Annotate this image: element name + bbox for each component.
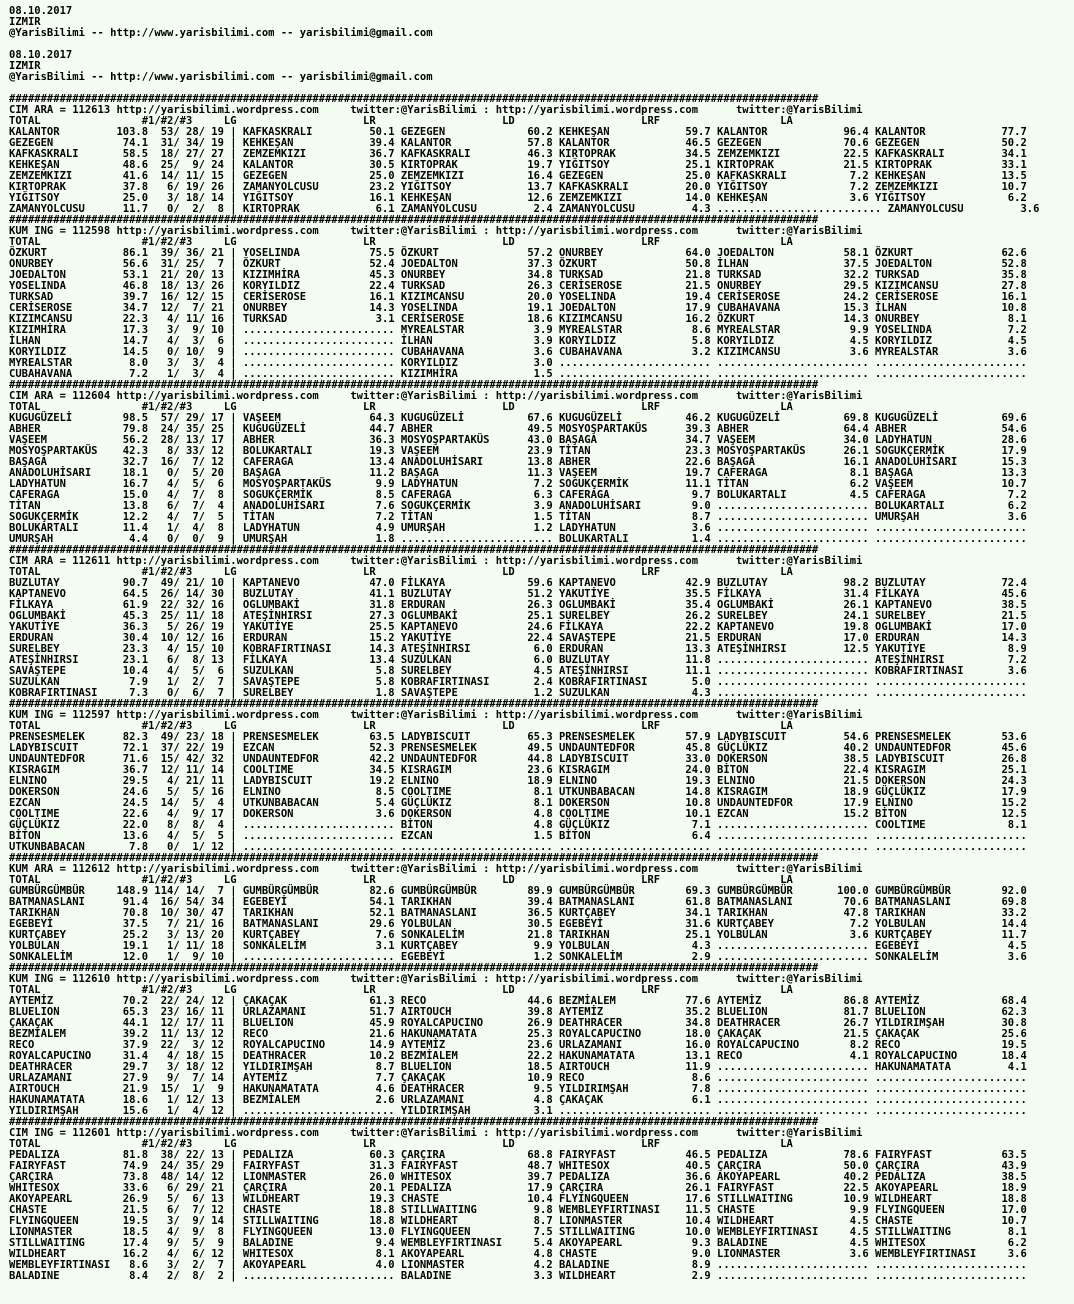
table-row: ONURBEY 56.6 31/ 25/ 7 | ÖZKURT 52.4 JOEDALTON 37.3 ÖZKURT 50.8 İLHAN 37.5 JOEDALTON 52.8 (9, 258, 1027, 270)
race-header: CIM ARA = 112611 http://yarisbilimi.wordpress.com twitter:@YarisBilimi : http://yarisbilimi.wordpress.com twitter:@YarisBilimi (9, 555, 863, 567)
race-header: CIM ING = 112601 http://yarisbilimi.wordpress.com twitter:@YarisBilimi : http://yarisbilimi.wordpress.com twitter:@YarisBilimi (9, 1127, 863, 1139)
table-row: BAŞAGA 32.7 16/ 7/ 12 | CAFERAGA 13.4 ANADOLUHİSARI 13.8 ABHER 22.6 BAŞAGA 16.1 ANADOLUHİSARI 15.3 (9, 456, 1027, 468)
header-line: @YarisBilimi -- http://www.yarisbilimi.com -- yarisbilimi@gmail.com (9, 27, 433, 39)
table-row: TARIKHAN 70.8 10/ 30/ 47 | TARIKHAN 52.1 BATMANASLANI 36.5 KURTÇABEY 34.1 TARIKHAN 47.8 TARIKHAN 33.2 (9, 907, 1027, 919)
table-row: LADYBISCUIT 72.1 37/ 22/ 19 | EZCAN 52.3 PRENSESMELEK 49.5 UNDAUNTEDFOR 45.8 GÜÇLÜKIZ 40.2 UNDAUNTEDFOR 45.6 (9, 742, 1027, 754)
race-header: KUM ING = 112598 http://yarisbilimi.wordpress.com twitter:@YarisBilimi : http://yarisbilimi.wordpress.com twitter:@YarisBilimi (9, 225, 863, 237)
table-row: OGLUMBAKİ 45.3 25/ 11/ 18 | ATEŞİNHIRSI 27.3 OGLUMBAKİ 25.1 SURELBEY 26.2 SURELBEY 24.1 SURELBEY 21.5 (9, 610, 1027, 622)
column-header: TOTAL #1/#2/#3 LG LR LD LRF LA (9, 115, 793, 127)
table-row: UMURŞAH 4.4 0/ 0/ 9 | UMURŞAH 1.8 ........................ BOLUKARTALI 1.4 ........................ ........................ (9, 533, 1027, 545)
column-header: TOTAL #1/#2/#3 LG LR LD LRF LA (9, 984, 793, 996)
table-row: PEDALIZA 81.8 38/ 22/ 13 | PEDALIZA 60.3 ÇARÇIRA 68.8 FAIRYFAST 46.5 PEDALIZA 78.6 FAIRYFAST 63.5 (9, 1149, 1027, 1161)
table-row: BUZLUTAY 90.7 49/ 21/ 10 | KAPTANEVO 47.0 FİLKAYA 59.6 KAPTANEVO 42.9 BUZLUTAY 98.2 BUZLUTAY 72.4 (9, 577, 1027, 589)
header-line: 08.10.2017 (9, 49, 73, 61)
table-row: YOLBULAN 19.1 1/ 11/ 18 | SONKALELİM 3.1 KURTÇABEY 9.9 YOLBULAN 4.3 ........................ EGEBEYİ 4.5 (9, 940, 1027, 952)
table-row: İLHAN 14.7 4/ 3/ 6 | ........................ İLHAN 3.9 KORYILDIZ 5.8 KORYILDIZ 4.5 KORYILDIZ 4.5 (9, 335, 1027, 347)
table-row: ROYALCAPUCINO 31.4 4/ 18/ 15 | DEATHRACER 10.2 BEZMİALEM 22.2 HAKUNAMATATA 13.1 RECO 4.1 ROYALCAPUCINO 18.4 (9, 1050, 1027, 1062)
table-row: URLAZAMANI 27.9 9/ 7/ 14 | AYTEMİZ 7.7 ÇAKAÇAK 10.9 RECO 8.6 ........................ ........................ (9, 1072, 1027, 1084)
table-row: KIZIMCANSU 22.3 4/ 11/ 16 | TURKSAD 3.1 CERİSEROSE 18.6 KIZIMCANSU 16.2 ÖZKURT 14.3 ONURBEY 8.1 (9, 313, 1027, 325)
table-row: EGEBEYİ 37.5 7/ 21/ 16 | BATMANASLANI 29.6 YOLBULAN 30.5 EGEBEYİ 31.6 KURTÇABEY 7.2 YOLBULAN 14.4 (9, 918, 1027, 930)
table-row: DOKERSON 24.6 5/ 5/ 16 | ELNINO 8.5 COOLTIME 8.1 UTKUNBABACAN 14.8 KISRAGIM 18.9 GÜÇLÜKIZ 17.9 (9, 786, 1027, 798)
table-row: AIRTOUCH 21.9 15/ 1/ 9 | HAKUNAMATATA 4.6 DEATHRACER 9.5 YILDIRIMŞAH 7.8 ........................ ........................ (9, 1083, 1027, 1095)
table-row: BOLUKARTALI 11.4 1/ 4/ 8 | LADYHATUN 4.9 UMURŞAH 1.2 LADYHATUN 3.6 ........................ ........................ (9, 522, 1027, 534)
table-row: MYREALSTAR 8.0 3/ 3/ 4 | ........................ KORYILDIZ 3.0 ........................ ........................ ........................ (9, 357, 1027, 369)
table-row: AYTEMİZ 70.2 22/ 24/ 12 | ÇAKAÇAK 61.3 RECO 44.6 BEZMİALEM 77.6 AYTEMİZ 86.8 AYTEMİZ 68.4 (9, 995, 1027, 1007)
separator-line: ################################################################################################################################ (9, 93, 819, 105)
table-row: BEZMİALEM 39.2 11/ 13/ 12 | RECO 21.6 HAKUNAMATATA 25.3 ROYALCAPUCINO 18.0 ÇAKAÇAK 21.5 ÇAKAÇAK 25.6 (9, 1028, 1027, 1040)
table-row: WEMBLEYFIRTINASI 8.6 3/ 2/ 7 | AKOYAPEARL 4.0 LIONMASTER 4.2 BALADINE 8.9 ........................ ........................ (9, 1259, 1027, 1271)
table-row: FAIRYFAST 74.9 24/ 35/ 29 | FAIRYFAST 31.3 FAIRYFAST 48.7 WHITESOX 40.5 ÇARÇIRA 50.0 ÇARÇIRA 43.9 (9, 1160, 1027, 1172)
table-row: DEATHRACER 29.7 3/ 18/ 12 | YILDIRIMŞAH 8.7 BLUELION 18.5 AIRTOUCH 11.9 ........................ HAKUNAMATATA 4.1 (9, 1061, 1027, 1073)
column-header: TOTAL #1/#2/#3 LG LR LD LRF LA (9, 1138, 793, 1150)
table-row: JOEDALTON 53.1 21/ 20/ 13 | KIZIMHİRA 45.3 ONURBEY 34.8 TURKSAD 21.8 TURKSAD 32.2 TURKSAD 35.8 (9, 269, 1027, 281)
separator-line: ################################################################################################################################ (9, 962, 819, 974)
table-row: SUZULKAN 7.9 1/ 2/ 7 | SAVAŞTEPE 5.8 KOBRAFIRTINASI 2.4 KOBRAFIRTINASI 5.0 ........................ ........................ (9, 676, 1027, 688)
table-row: YOSELINDA 46.8 18/ 13/ 26 | KORYILDIZ 22.4 TURKSAD 26.3 CERİSEROSE 21.5 ONURBEY 29.5 KIZIMCANSU 27.8 (9, 280, 1027, 292)
table-row: TİTAN 13.8 6/ 7/ 4 | ANADOLUHİSARI 7.6 SOGUKÇERMİK 3.9 ANADOLUHİSARI 9.0 ........................ BOLUKARTALI 6.2 (9, 500, 1027, 512)
table-row: KALANTOR 103.8 53/ 28/ 19 | KAFKASKRALI 50.1 GEZEGEN 60.2 KEHKEŞAN 59.7 KALANTOR 96.4 KALANTOR 77.7 (9, 126, 1027, 138)
table-row: PRENSESMELEK 82.3 49/ 23/ 18 | PRENSESMELEK 63.5 LADYBISCUIT 65.3 PRENSESMELEK 57.9 LADYBISCUIT 54.6 PRENSESMELEK 53.6 (9, 731, 1027, 743)
table-row: YAKUTİYE 36.3 5/ 26/ 19 | YAKUTİYE 25.5 KAPTANEVO 24.6 FİLKAYA 22.2 KAPTANEVO 19.8 OGLUMBAKİ 17.0 (9, 621, 1027, 633)
header-line: @YarisBilimi -- http://www.yarisbilimi.com -- yarisbilimi@gmail.com (9, 71, 433, 83)
table-row: KOBRAFIRTINASI 7.3 0/ 6/ 7 | SURELBEY 1.8 SAVAŞTEPE 1.2 SUZULKAN 4.3 ........................ ........................ (9, 687, 1027, 699)
table-row: ÇAKAÇAK 44.1 12/ 17/ 11 | BLUELION 45.9 ROYALCAPUCINO 26.9 DEATHRACER 34.8 DEATHRACER 26.7 YILDIRIMŞAH 30.8 (9, 1017, 1027, 1029)
separator-line: ################################################################################################################################ (9, 698, 819, 710)
table-row: ELNINO 29.5 4/ 21/ 11 | LADYBISCUIT 19.2 ELNINO 18.9 ELNINO 19.3 ELNINO 21.5 DOKERSON 24.3 (9, 775, 1027, 787)
table-row: RECO 37.9 22/ 3/ 12 | ROYALCAPUCINO 14.9 AYTEMİZ 23.6 URLAZAMANI 16.0 ROYALCAPUCINO 8.2 RECO 19.5 (9, 1039, 1027, 1051)
separator-line: ################################################################################################################################ (9, 1116, 819, 1128)
table-row: YIĞITSOY 25.0 3/ 18/ 14 | YIĞITSOY 16.1 KEHKEŞAN 12.6 ZEMZEMKIZI 14.0 KEHKEŞAN 3.6 YIĞITSOY 6.2 (9, 192, 1027, 204)
table-row: GÜÇLÜKIZ 22.0 8/ 8/ 4 | ........................ BİTON 4.8 GÜÇLÜKIZ 7.1 ........................ COOLTIME 8.1 (9, 819, 1027, 831)
table-row: GUMBÜRGÜMBÜR 148.9 114/ 14/ 7 | GUMBÜRGÜMBÜR 82.6 GUMBÜRGÜMBÜR 89.9 GUMBÜRGÜMBÜR 69.3 GUMBÜRGÜMBÜR 100.0 GUMBÜRGÜMBÜR 92.0 (9, 885, 1027, 897)
table-row: KORYILDIZ 14.5 0/ 10/ 9 | ........................ CUBAHAVANA 3.6 CUBAHAVANA 3.2 KIZIMCANSU 3.6 MYREALSTAR 3.6 (9, 346, 1027, 358)
table-row: ABHER 79.8 24/ 35/ 25 | KUGUGÜZELİ 44.7 ABHER 49.5 MOSYOŞPARTAKÜS 39.3 ABHER 64.4 ABHER 54.6 (9, 423, 1027, 435)
table-row: SONKALELİM 12.0 1/ 9/ 10 | ........................ EGEBEYİ 1.2 SONKALELİM 2.9 ........................ SONKALELİM 3.6 (9, 951, 1027, 963)
header-line: 08.10.2017 (9, 5, 73, 17)
table-row: WILDHEART 16.2 4/ 6/ 12 | WHITESOX 8.1 AKOYAPEARL 4.8 CHASTE 9.0 LIONMASTER 3.6 WEMBLEYFIRTINASI 3.6 (9, 1248, 1027, 1260)
table-row: YILDIRIMŞAH 15.6 1/ 4/ 12 | ........................ YILDIRIMŞAH 3.1 ........................ ........................ ........................ (9, 1105, 1027, 1117)
table-row: ÖZKURT 86.1 39/ 36/ 21 | YOSELINDA 75.5 ÖZKURT 57.2 ONURBEY 64.0 JOEDALTON 58.1 ÖZKURT 62.6 (9, 247, 1027, 259)
table-row: SOGUKÇERMİK 12.2 4/ 7/ 5 | TİTAN 7.2 TİTAN 1.5 TİTAN 8.7 ........................ UMURŞAH 3.6 (9, 511, 1027, 523)
table-row: LADYHATUN 16.7 4/ 5/ 6 | MOSYOŞPARTAKÜS 9.9 LADYHATUN 7.2 SOGUKÇERMİK 11.1 TİTAN 6.2 VAŞEEM 10.7 (9, 478, 1027, 490)
table-row: BATMANASLANI 91.4 16/ 54/ 34 | EGEBEYİ 54.1 TARIKHAN 39.4 BATMANASLANI 61.8 BATMANASLANI 70.6 BATMANASLANI 69.8 (9, 896, 1027, 908)
table-row: GEZEGEN 74.1 31/ 34/ 19 | KEHKEŞAN 39.4 KALANTOR 57.8 KALANTOR 46.5 GEZEGEN 70.6 GEZEGEN 50.2 (9, 137, 1027, 149)
race-header: KUM ING = 112597 http://yarisbilimi.wordpress.com twitter:@YarisBilimi : http://yarisbilimi.wordpress.com twitter:@YarisBilimi (9, 709, 863, 721)
header-line: IZMIR (9, 16, 41, 28)
table-row: KIZIMHİRA 17.3 3/ 9/ 10 | ........................ MYREALSTAR 3.9 MYREALSTAR 8.6 MYREALSTAR 9.9 YOSELINDA 7.2 (9, 324, 1027, 336)
separator-line: ################################################################################################################################ (9, 544, 819, 556)
table-row: HAKUNAMATATA 18.6 1/ 12/ 13 | BEZMİALEM 2.6 URLAZAMANI 4.8 ÇAKAÇAK 6.1 ........................ ........................ (9, 1094, 1027, 1106)
table-row: FİLKAYA 61.9 22/ 32/ 16 | OGLUMBAKİ 31.8 ERDURAN 26.3 OGLUMBAKİ 35.4 OGLUMBAKİ 26.1 KAPTANEVO 38.5 (9, 599, 1027, 611)
table-row: VAŞEEM 56.2 28/ 13/ 17 | ABHER 36.3 MOSYOŞPARTAKÜS 43.0 BAŞAGA 34.7 VAŞEEM 34.0 LADYHATUN 28.6 (9, 434, 1027, 446)
table-row: ANADOLUHİSARI 18.1 0/ 5/ 20 | BAŞAGA 11.2 BAŞAGA 11.3 VAŞEEM 19.7 CAFERAGA 8.1 BAŞAGA 13.3 (9, 467, 1027, 479)
table-row: SURELBEY 23.3 4/ 15/ 10 | KOBRAFIRTINASI 14.3 ATEŞİNHIRSI 6.0 ERDURAN 13.3 ATEŞİNHIRSI 12.5 YAKUTİYE 8.9 (9, 643, 1027, 655)
separator-line: ################################################################################################################################ (9, 852, 819, 864)
table-row: ZAMANYOLCUSU 11.7 0/ 2/ 8 | KIRTOPRAK 6.1 ZAMANYOLCUSU 2.4 ZAMANYOLCUSU 4.3 .......................... ZAMANYOLCUSU 3.6 (9, 203, 1040, 215)
table-row: WHITESOX 33.6 6/ 29/ 21 | ÇARÇIRA 20.1 PEDALIZA 17.9 ÇARÇIRA 26.1 FAIRYFAST 22.5 AKOYAPEARL 18.9 (9, 1182, 1027, 1194)
table-row: CERİSEROSE 34.7 12/ 7/ 21 | ONURBEY 14.3 YOSELINDA 19.1 JOEDALTON 17.9 CUBAHAVANA 15.3 İLHAN 10.8 (9, 302, 1027, 314)
table-row: KISRAGIM 36.7 12/ 11/ 14 | COOLTIME 34.5 KISRAGIM 23.6 KISRAGIM 24.0 BİTON 22.4 KISRAGIM 25.1 (9, 764, 1027, 776)
table-row: COOLTIME 22.6 4/ 9/ 17 | DOKERSON 3.6 DOKERSON 4.8 COOLTIME 10.1 EZCAN 15.2 BİTON 12.5 (9, 808, 1027, 820)
table-row: ÇARÇIRA 73.8 48/ 14/ 12 | LIONMASTER 26.0 WHITESOX 39.7 PEDALIZA 36.6 AKOYAPEARL 40.2 PEDALIZA 38.5 (9, 1171, 1027, 1183)
table-row: KURTÇABEY 25.2 3/ 13/ 20 | KURTÇABEY 7.6 SONKALELİM 21.8 TARIKHAN 25.1 YOLBULAN 3.6 KURTÇABEY 11.7 (9, 929, 1027, 941)
header-line: IZMIR (9, 60, 41, 72)
table-row: UNDAUNTEDFOR 71.6 15/ 42/ 32 | UNDAUNTEDFOR 42.2 UNDAUNTEDFOR 44.8 LADYBISCUIT 33.0 DOKERSON 38.5 LADYBISCUIT 26.8 (9, 753, 1027, 765)
column-header: TOTAL #1/#2/#3 LG LR LD LRF LA (9, 874, 793, 886)
table-row: FLYINGQUEEN 19.5 3/ 9/ 14 | STILLWAITING 18.8 WILDHEART 8.7 LIONMASTER 10.4 WILDHEART 4.5 CHASTE 10.7 (9, 1215, 1027, 1227)
table-row: ERDURAN 30.4 10/ 12/ 16 | ERDURAN 15.2 YAKUTİYE 22.4 SAVAŞTEPE 21.5 ERDURAN 17.0 ERDURAN 14.3 (9, 632, 1027, 644)
table-row: KAPTANEVO 64.5 26/ 14/ 30 | BUZLUTAY 41.1 BUZLUTAY 51.2 YAKUTİYE 35.5 FİLKAYA 31.4 FİLKAYA 45.6 (9, 588, 1027, 600)
table-row: EZCAN 24.5 14/ 5/ 4 | UTKUNBABACAN 5.4 GÜÇLÜKIZ 8.1 DOKERSON 10.8 UNDAUNTEDFOR 17.9 ELNINO 15.2 (9, 797, 1027, 809)
table-row: AKOYAPEARL 26.9 5/ 6/ 13 | WILDHEART 19.3 CHASTE 10.4 FLYINGQUEEN 17.6 STILLWAITING 10.9 WILDHEART 18.8 (9, 1193, 1027, 1205)
table-row: KIRTOPRAK 37.8 6/ 19/ 26 | ZAMANYOLCUSU 23.2 YIĞITSOY 13.7 KAFKASKRALI 20.0 YIĞITSOY 7.2 ZEMZEMKIZI 10.7 (9, 181, 1027, 193)
table-row: BLUELION 65.3 23/ 16/ 11 | URLAZAMANI 51.7 AIRTOUCH 39.8 AYTEMİZ 35.2 BLUELION 81.7 BLUELION 62.3 (9, 1006, 1027, 1018)
table-row: SAVAŞTEPE 10.4 4/ 5/ 6 | SUZULKAN 5.8 SURELBEY 4.5 ATEŞİNHIRSI 11.1 ........................ KOBRAFIRTINASI 3.6 (9, 665, 1027, 677)
table-row: BİTON 13.6 4/ 5/ 5 | ........................ EZCAN 1.5 BİTON 6.4 ........................ ........................ (9, 830, 1027, 842)
table-row: KAFKASKRALI 58.5 18/ 27/ 27 | ZEMZEMKIZI 36.7 KAFKASKRALI 46.3 KIRTOPRAK 34.5 ZEMZEMKIZI 22.5 KAFKASKRALI 34.1 (9, 148, 1027, 160)
table-row: UTKUNBABACAN 7.8 0/ 1/ 12 | ........................ ........................ ........................ ........................ ........................ (9, 841, 1027, 853)
race-header: KUM ING = 112610 http://yarisbilimi.wordpress.com twitter:@YarisBilimi : http://yarisbilimi.wordpress.com twitter:@YarisBilimi (9, 973, 863, 985)
table-row: KEHKEŞAN 48.6 25/ 9/ 24 | KALANTOR 30.5 KIRTOPRAK 19.7 YIĞITSOY 25.1 KIRTOPRAK 21.5 KIRTOPRAK 33.1 (9, 159, 1027, 171)
race-header: CIM ARA = 112613 http://yarisbilimi.wordpress.com twitter:@YarisBilimi : http://yarisbilimi.wordpress.com twitter:@YarisBilimi (9, 104, 863, 116)
table-row: LIONMASTER 18.5 4/ 9/ 8 | FLYINGQUEEN 13.0 FLYINGQUEEN 7.5 STILLWAITING 10.0 WEMBLEYFIRTINASI 4.5 STILLWAITING 8.1 (9, 1226, 1027, 1238)
table-row: CUBAHAVANA 7.2 1/ 3/ 4 | ........................ KIZIMHİRA 1.5 ........................ ........................ ........................ (9, 368, 1027, 380)
race-header: KUM ARA = 112612 http://yarisbilimi.wordpress.com twitter:@YarisBilimi : http://yarisbilimi.wordpress.com twitter:@YarisBilimi (9, 863, 863, 875)
table-row: KUGUGÜZELİ 98.5 57/ 29/ 17 | VAŞEEM 64.3 KUGUGÜZELİ 67.6 KUGUGÜZELİ 46.2 KUGUGÜZELİ 69.8 KUGUGÜZELİ 69.6 (9, 412, 1027, 424)
table-row: STILLWAITING 17.4 9/ 5/ 9 | BALADINE 9.4 WEMBLEYFIRTINASI 5.4 AKOYAPEARL 9.3 BALADINE 4.5 WHITESOX 6.2 (9, 1237, 1027, 1249)
table-row: TURKSAD 39.7 16/ 12/ 15 | CERİSEROSE 16.1 KIZIMCANSU 20.0 YOSELINDA 19.4 CERİSEROSE 24.2 CERİSEROSE 16.1 (9, 291, 1027, 303)
table-row: CHASTE 21.5 6/ 7/ 12 | CHASTE 18.8 STILLWAITING 9.8 WEMBLEYFIRTINASI 11.5 CHASTE 9.9 FLYINGQUEEN 17.0 (9, 1204, 1027, 1216)
race-header: CIM ARA = 112604 http://yarisbilimi.wordpress.com twitter:@YarisBilimi : http://yarisbilimi.wordpress.com twitter:@YarisBilimi (9, 390, 863, 402)
table-row: CAFERAGA 15.0 4/ 7/ 8 | SOGUKÇERMİK 8.5 CAFERAGA 6.3 CAFERAGA 9.7 BOLUKARTALI 4.5 CAFERAGA 7.2 (9, 489, 1027, 501)
table-row: ATEŞİNHIRSI 23.1 6/ 8/ 13 | FİLKAYA 13.4 SUZULKAN 6.0 BUZLUTAY 11.8 ........................ ATEŞİNHIRSI 7.2 (9, 654, 1027, 666)
table-row: ZEMZEMKIZI 41.6 14/ 11/ 15 | GEZEGEN 25.0 ZEMZEMKIZI 16.4 GEZEGEN 25.0 KAFKASKRALI 7.2 KEHKEŞAN 13.5 (9, 170, 1027, 182)
column-header: TOTAL #1/#2/#3 LG LR LD LRF LA (9, 236, 793, 248)
column-header: TOTAL #1/#2/#3 LG LR LD LRF LA (9, 401, 793, 413)
column-header: TOTAL #1/#2/#3 LG LR LD LRF LA (9, 720, 793, 732)
blank-line (9, 39, 1074, 50)
table-row: BALADINE 8.4 2/ 8/ 2 | ........................ BALADINE 3.3 WILDHEART 2.9 ........................ ........................ (9, 1270, 1027, 1282)
column-header: TOTAL #1/#2/#3 LG LR LD LRF LA (9, 566, 793, 578)
table-row: MOSYOŞPARTAKÜS 42.3 8/ 33/ 12 | BOLUKARTALI 19.3 VAŞEEM 23.9 TİTAN 23.3 MOSYOŞPARTAKÜS 26.1 SOGUKÇERMİK 17.9 (9, 445, 1027, 457)
separator-line: ################################################################################################################################ (9, 214, 819, 226)
separator-line: ################################################################################################################################ (9, 379, 819, 391)
